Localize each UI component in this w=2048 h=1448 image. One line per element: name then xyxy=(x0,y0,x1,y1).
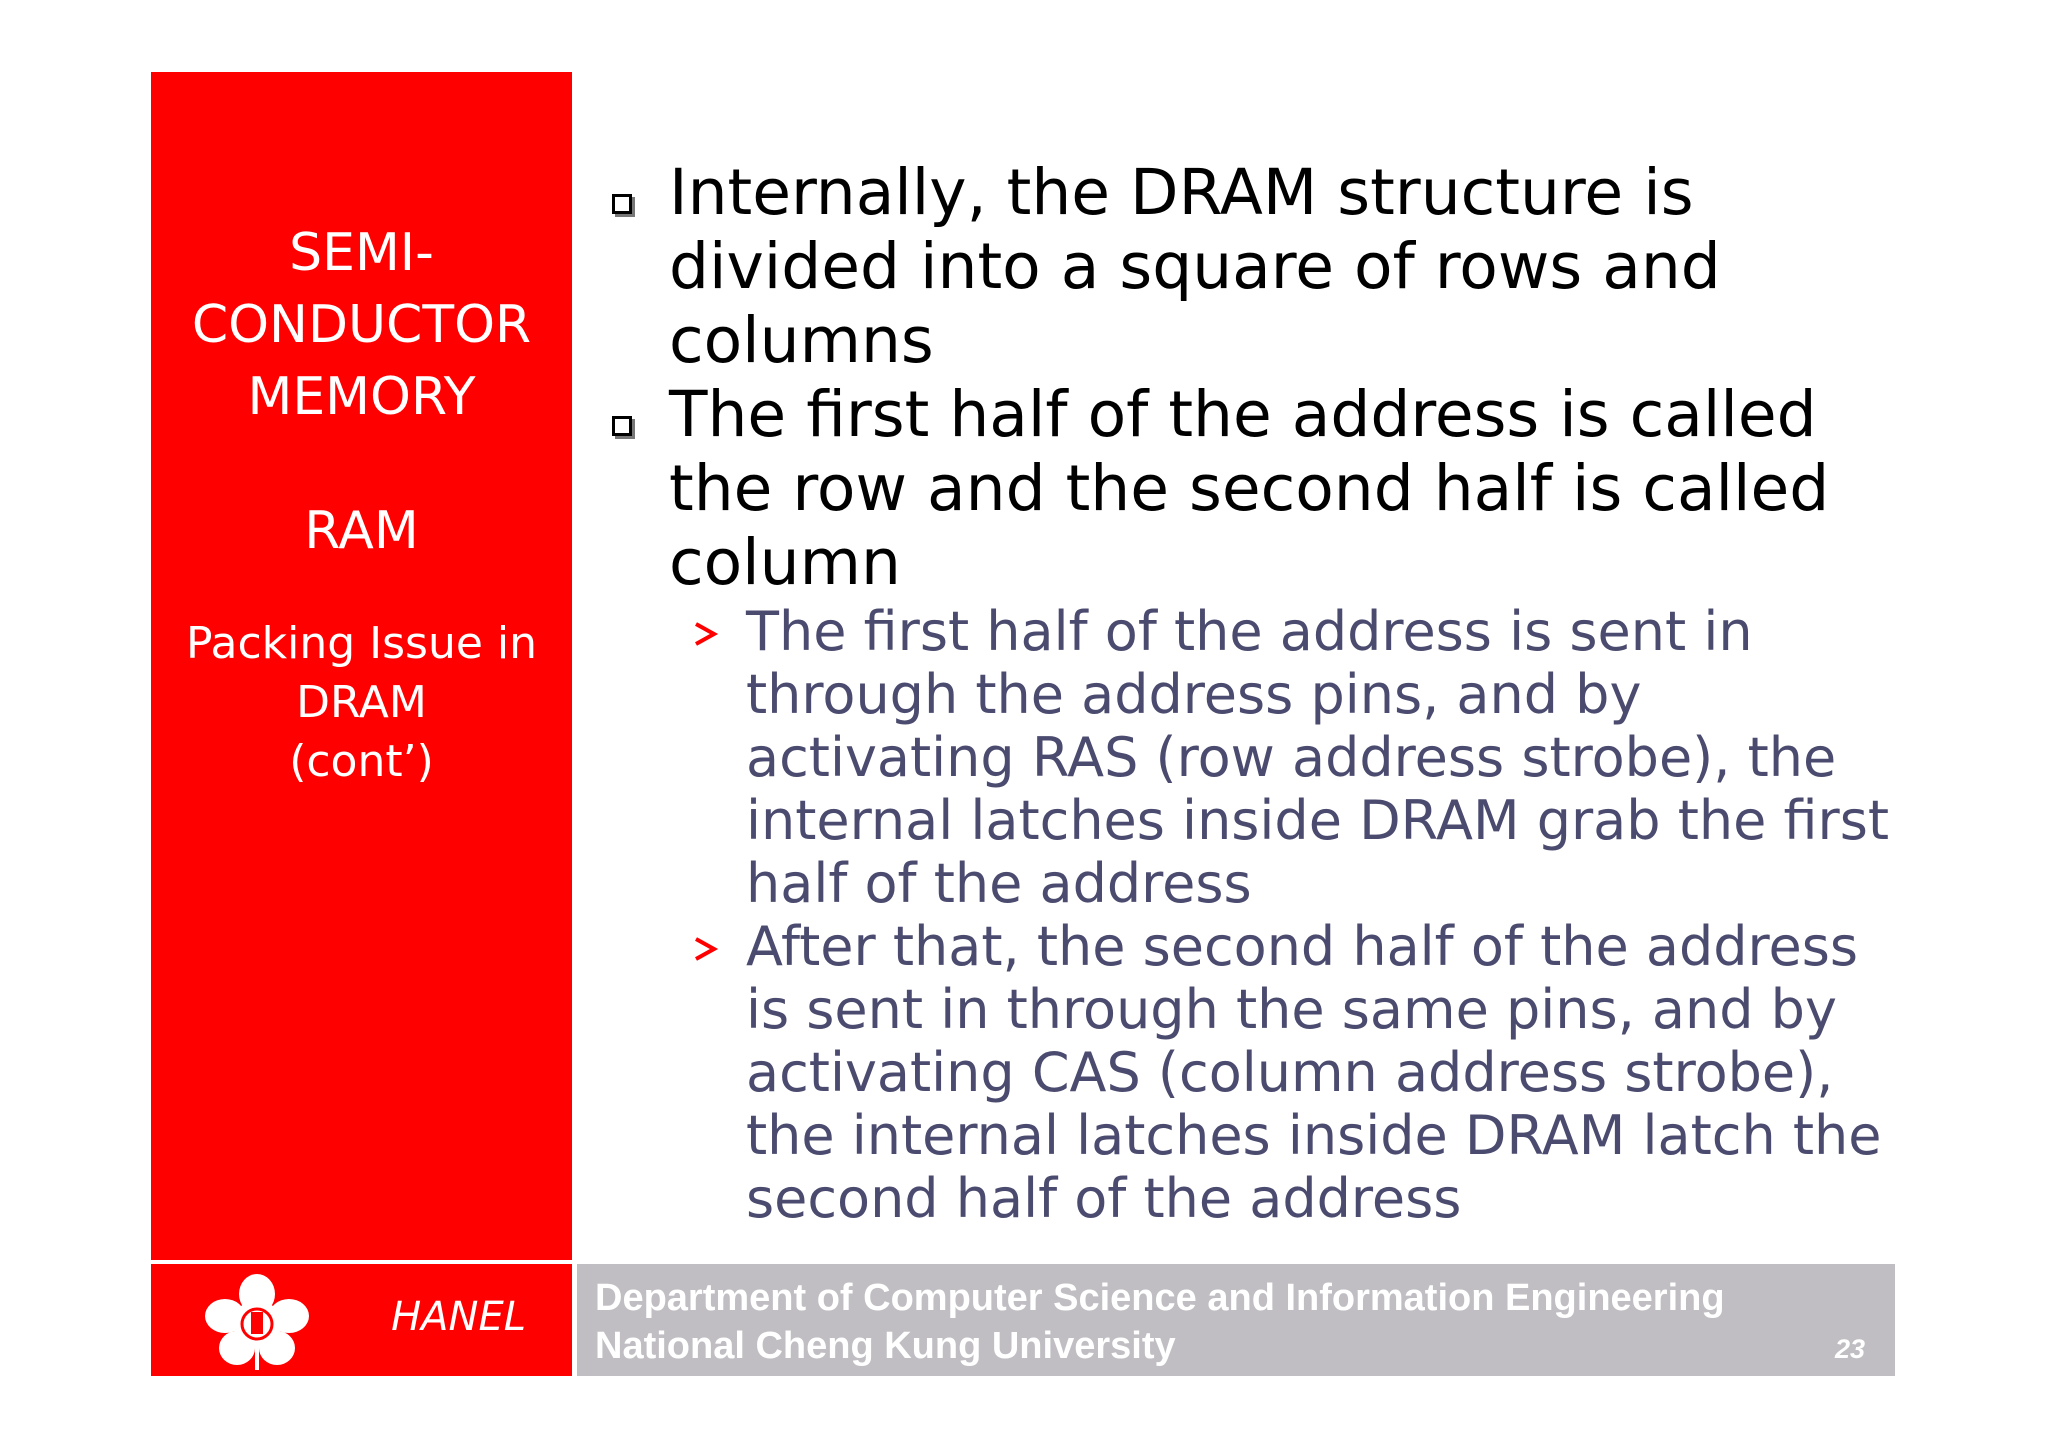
page-number: 23 xyxy=(1834,1334,1865,1364)
section-title-line: CONDUCTOR xyxy=(191,295,532,355)
bullet-text: Internally, the DRAM structure is divided into a square of rows and columns xyxy=(669,156,1721,377)
subbullet-text: The first half of the address is sent in through the address pins, and by activating RAS (row address strobe), the internal latches inside DRAM grab the first half of the address xyxy=(746,600,1890,915)
university-emblem-logo xyxy=(201,1272,313,1372)
section-title-line: MEMORY xyxy=(247,367,476,427)
author-name: HANEL xyxy=(391,1294,526,1340)
sidebar-panel xyxy=(151,72,572,1260)
subbullet-item xyxy=(600,600,1890,915)
department-name: Department of Computer Science and Information Engineering xyxy=(595,1277,1725,1319)
bullet-item xyxy=(600,156,1890,378)
section-subtitle: RAM xyxy=(304,501,419,561)
slide-topic-line: Packing Issue in xyxy=(185,618,538,669)
slide-topic-line: DRAM xyxy=(296,677,427,728)
bullet-item xyxy=(600,378,1890,600)
square-bullet-icon xyxy=(612,416,632,436)
footer-brand xyxy=(151,1264,572,1376)
slide-topic-line: (cont’) xyxy=(289,736,434,787)
slide-topic xyxy=(151,614,572,791)
bullet-text: The first half of the address is called the row and the second half is called column xyxy=(669,378,1830,599)
university-name: National Cheng Kung University xyxy=(595,1325,1176,1367)
section-title xyxy=(151,217,572,433)
square-bullet-icon xyxy=(612,194,632,214)
arrow-bullet-icon xyxy=(692,620,720,648)
footer-bar xyxy=(577,1264,1895,1376)
section-title-line: SEMI- xyxy=(289,223,434,283)
slide-content xyxy=(600,156,1890,1230)
subbullet-text: After that, the second half of the address is sent in through the same pins, and by activating CAS (column address strobe), the internal latches inside DRAM latch the second half of the address xyxy=(746,915,1882,1230)
arrow-bullet-icon xyxy=(692,935,720,963)
subbullet-item xyxy=(600,915,1890,1230)
